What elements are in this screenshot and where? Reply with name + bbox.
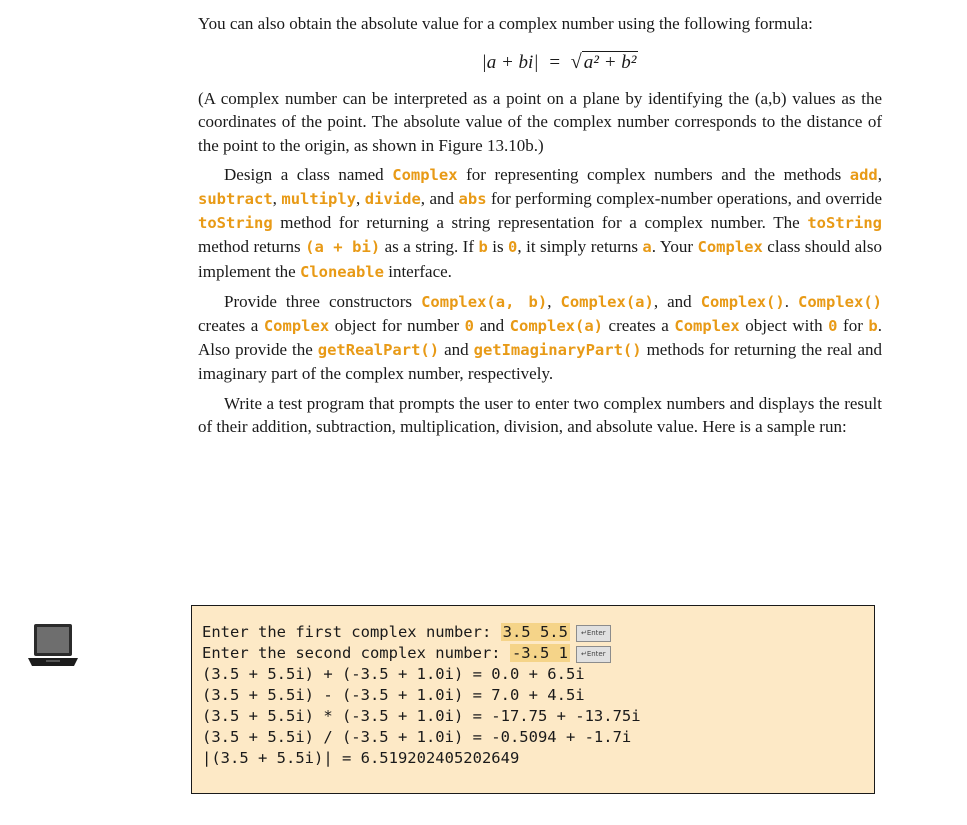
inline-code: Complex() (700, 292, 785, 311)
paragraph-complex-plane: (A complex number can be interpreted as a point on a plane by identifying the (a,b) values as the coordinates of the point. The absolute value of the complex number corresponds to the distance of the point to the origin, as shown in Figure 13.10b.) (198, 89, 882, 155)
paragraph-text-segment: creates a (198, 316, 264, 336)
laptop-icon (28, 622, 78, 668)
paragraph-text-segment: , it simply returns (517, 237, 643, 257)
inline-code: (a + bi) (305, 238, 381, 257)
console-line (202, 664, 641, 685)
paragraph-design-class (198, 163, 882, 284)
paragraph-constructors (198, 290, 882, 386)
user-input-value: 3.5 5.5 (502, 623, 568, 641)
inline-code: getImaginaryPart() (473, 341, 642, 360)
inline-code: 0 (508, 238, 518, 257)
paragraph-text-segment: for performing complex-number operations, and override (486, 189, 883, 209)
paragraph-text-segment: , and (420, 189, 459, 209)
sqrt-symbol: √ (570, 51, 582, 74)
inline-code: Complex(a) (509, 317, 603, 336)
paragraph-text-segment: method returns (198, 237, 306, 257)
console-text: (3.5 + 5.5i) - (-3.5 + 1.0i) = 7.0 + 4.5i (202, 686, 585, 704)
paragraph-text-segment: object with (739, 316, 829, 336)
intro-text: You can also obtain the absolute value for a complex number using the following formula: (198, 14, 813, 33)
inline-code: toString (807, 214, 882, 233)
paragraph-text-segment: , (547, 291, 561, 311)
paragraph-text-segment: methods for returning the real and imaginary part of the complex number, respectively. (198, 340, 882, 384)
paragraph-text-segment: object for number (329, 316, 465, 336)
inline-code: b (868, 317, 878, 336)
paragraph-text-segment: for (837, 316, 869, 336)
paragraph-text-segment: . Also provide the (198, 316, 883, 360)
paragraph-text-segment: class should also implement the (198, 237, 882, 281)
inline-code: 0 (464, 317, 475, 336)
console-text: Enter the second complex number: (202, 644, 510, 662)
inline-code: Cloneable (299, 262, 384, 281)
enter-key-icon: ↵Enter (576, 646, 611, 663)
console-line (202, 685, 641, 706)
inline-code: abs (458, 190, 487, 209)
inline-code: Complex(a) (560, 292, 654, 311)
textbook-page (198, 12, 882, 438)
inline-code: Complex (392, 165, 458, 184)
paragraph-text-segment: is (487, 237, 509, 257)
paragraph-text-segment: and (474, 316, 510, 336)
paragraph-test-program: Write a test program that prompts the user to enter two complex numbers and displays the result of their addition, subtraction, multiplication, division, and absolute value. Here is a sample run: (198, 393, 882, 436)
inline-code: Complex (674, 317, 740, 336)
console-line (202, 643, 641, 664)
inline-code: a (642, 238, 652, 257)
inline-code: 0 (828, 317, 838, 336)
paragraph-text-segment: for representing complex numbers and the methods (457, 164, 850, 184)
console-line (202, 748, 641, 769)
paragraph-text-segment: and (439, 340, 474, 360)
paragraph-text-segment: . (784, 291, 799, 311)
paragraph-text-segment: as a string. If (380, 237, 479, 257)
console-line (202, 727, 641, 748)
paragraph-text-segment: method for returning a string representation for a complex number. The (272, 213, 808, 233)
paragraph-text-segment: , (356, 189, 365, 209)
sample-run-box (191, 605, 875, 794)
paragraph-text-segment: Provide three constructors (224, 291, 422, 311)
console-text: |(3.5 + 5.5i)| = 6.519202405202649 (202, 749, 520, 767)
formula-lhs: |a + bi| (481, 52, 539, 74)
console-text: (3.5 + 5.5i) * (-3.5 + 1.0i) = -17.75 + -13.75i (202, 707, 641, 725)
absolute-value-formula (238, 47, 882, 77)
paragraph-text-segment: interface. (383, 261, 452, 281)
console-line (202, 706, 641, 727)
formula-radicand: a² + b² (583, 52, 637, 74)
inline-code: add (849, 165, 878, 184)
inline-code: getRealPart() (317, 341, 440, 360)
inline-code: multiply (281, 190, 357, 209)
inline-code: subtract (198, 190, 273, 209)
inline-code: b (478, 238, 488, 257)
inline-code: Complex(a, b) (421, 292, 548, 311)
enter-key-icon: ↵Enter (576, 625, 611, 642)
paragraph-text-segment: Design a class named (224, 164, 393, 184)
console-text: Enter the first complex number: (202, 623, 501, 641)
inline-code: Complex (697, 238, 763, 257)
formula-equals: = (549, 52, 561, 74)
paragraph-text-segment: . Your (651, 237, 698, 257)
paragraph-text-segment: , (272, 189, 282, 209)
console-line (202, 622, 641, 643)
user-input-value: -3.5 1 (511, 644, 568, 662)
console-text: (3.5 + 5.5i) + (-3.5 + 1.0i) = 0.0 + 6.5i (202, 665, 585, 683)
inline-code: toString (198, 214, 273, 233)
paragraph-text-segment: , and (653, 291, 701, 311)
inline-code: divide (364, 190, 421, 209)
inline-code: Complex() (798, 292, 883, 311)
paragraph-text-segment: , (877, 164, 882, 184)
console-text: (3.5 + 5.5i) / (-3.5 + 1.0i) = -0.5094 + -1.7i (202, 728, 632, 746)
inline-code: Complex (263, 317, 330, 336)
sample-run-output (202, 622, 641, 769)
paragraph-text-segment: creates a (603, 316, 675, 336)
